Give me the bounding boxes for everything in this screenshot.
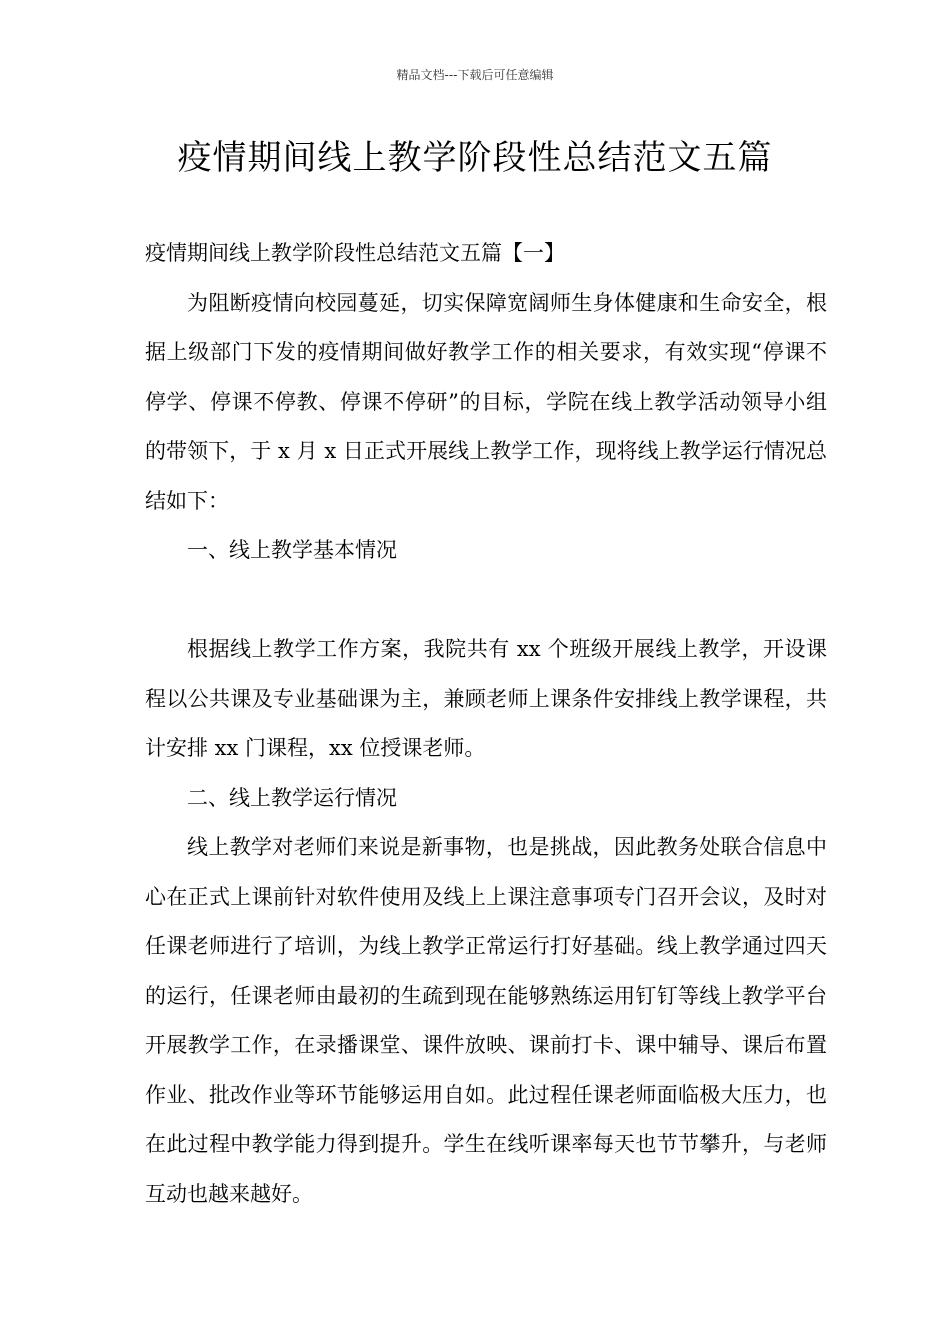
article-subheading: 疫情期间线上教学阶段性总结范文五篇【一】 [145, 241, 565, 265]
document-title: 疫情期间线上教学阶段性总结范文五篇 [177, 138, 773, 178]
intro-paragraph: 为阻断疫情向校园蔓延，切实保障宽阔师生身体健康和生命安全，根据上级部门下发的疫情期间做好教学工作的相关要求，有效实现“停课不停学、停课不停教、停课不停研”的目标，学院在线上教学活动领导小组的带领下，于 x 月 x 日正式开展线上教学工作，现将线上教学运行情况总结如下： [145, 290, 827, 513]
section-heading-basic: 一、线上教学基本情况 [187, 538, 397, 562]
section-paragraph-operation: 线上教学对老师们来说是新事物，也是挑战，因此教务处联合信息中心在正式上课前针对软件使用及线上上课注意事项专门召开会议，及时对任课老师进行了培训，为线上教学正常运行打好基础。线上教学通过四天的运行，任课老师由最初的生疏到现在能够熟练运用钉钉等线上教学平台开展教学工作，在录播课堂、课件放映、课前打卡、课中辅导、课后布置作业、批改作业等环节能够运用自如。此过程任课老师面临极大压力，也在此过程中教学能力得到提升。学生在线听课率每天也节节攀升，与老师互动也越来越好。 [145, 835, 827, 1206]
section-paragraph-basic: 根据线上教学工作方案，我院共有 xx 个班级开展线上教学，开设课程以公共课及专业基础课为主，兼顾老师上课条件安排线上教学课程，共计安排 xx 门课程，xx 位授课老师。 [145, 637, 827, 760]
section-heading-operation: 二、线上教学运行情况 [187, 785, 397, 810]
blank-line [145, 576, 827, 626]
document-body [145, 229, 827, 1219]
header-note: 精品文档---下载后可任意编辑 [396, 68, 554, 82]
